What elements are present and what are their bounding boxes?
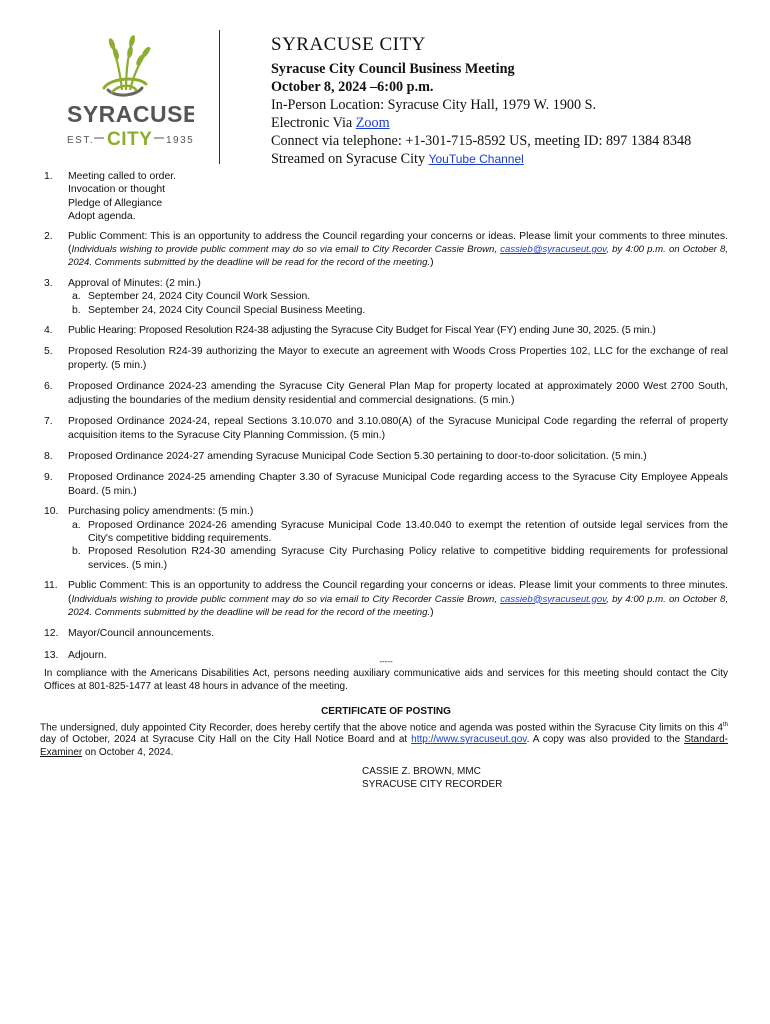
cert-text-d: on October 4, 2024.: [82, 746, 174, 758]
item-italic-note-end: , by 4:00 p.m. on October 8, 2024. Comments submitted by the deadline will be read for the record of the meeting.: [68, 244, 729, 269]
city-title: SYRACUSE CITY: [271, 34, 426, 55]
sub-item: [68, 545, 728, 572]
item-text: Proposed Ordinance 2024-24, repeal Sections 3.10.070 and 3.10.080(A) of the Syracuse Municipal Code regarding the referral of property acquisition items to the Syracuse City Planning Commission. (5 min.): [68, 416, 728, 441]
cert-ordinal-suffix: th: [722, 721, 728, 728]
standard-examiner: Standard-Examiner: [40, 734, 728, 758]
item-text: Public Comment: This is an opportunity to address the Council regarding your concerns or ideas. Please limit your comments to three minutes. (: [68, 230, 728, 256]
sub-item-letter: b.: [72, 546, 81, 558]
recorder-email-link[interactable]: cassieb@syracuseut.gov: [500, 244, 607, 256]
sub-item: [68, 290, 728, 303]
recorder-email-link[interactable]: cassieb@syracuseut.gov: [500, 593, 607, 605]
item-text: Approval of Minutes: (2 min.): [68, 277, 201, 289]
sub-item-letter: b.: [72, 304, 81, 316]
item-number: 1.: [44, 171, 53, 182]
agenda-item-13: [44, 649, 728, 662]
cert-text-a: The undersigned, duly appointed City Recorder, does hereby certify that the above notice and agenda was posted within the Syracuse City limits on this 4: [40, 721, 723, 733]
agenda-item-6: [44, 380, 728, 407]
item-italic-note-end: , by 4:00 p.m. on October 8, 2024. Comments submitted by the deadline will be read for the record of the meeting.: [68, 593, 729, 618]
sub-item-letter: a.: [72, 291, 81, 303]
item-italic-note: Individuals wishing to provide public comment may do so via email to City Recorder Cassie Brown,: [71, 593, 501, 605]
item-italic-note: Individuals wishing to provide public comment may do so via email to City Recorder Cassie Brown,: [71, 244, 501, 256]
item-text: Proposed Ordinance 2024-23 amending the Syracuse City General Plan Map for property located at approximately 2000 West 2700 South, adjusting the boundaries of the medium density residential and commercial designations. (5 min.): [68, 381, 728, 406]
wheat-logo-icon: [64, 32, 194, 150]
syracuse-city-logo: [64, 32, 194, 150]
certificate-title: CERTIFICATE OF POSTING: [321, 706, 451, 718]
item-close: ): [430, 257, 434, 269]
item-text: Proposed Ordinance 2024-25 amending Chapter 3.30 of Syracuse Municipal Code regarding access to the Syracuse City Employee Appeals Board. (5 min.): [68, 472, 728, 497]
youtube-channel-link[interactable]: YouTube Channel: [428, 152, 524, 166]
item-line: Invocation or thought: [68, 184, 166, 196]
item-number: 13.: [44, 649, 59, 661]
agenda-item-3: [44, 277, 728, 317]
sub-item-text: Proposed Resolution R24-30 amending Syracuse City Purchasing Policy relative to competitive bidding requirements for professional services. (5 min.): [88, 546, 728, 571]
item-text: Mayor/Council announcements.: [68, 628, 215, 640]
stream-prefix: Streamed on Syracuse City: [271, 151, 429, 167]
sub-item-text: Proposed Ordinance 2024-26 amending Syracuse Municipal Code 13.40.040 to exempt the retention of outside legal services from the City's competitive bidding requirements.: [88, 519, 728, 544]
cert-text-b: day of October, 2024 at Syracuse City Hall on the City Hall Notice Board and at: [40, 734, 412, 746]
header-divider: [219, 30, 220, 164]
item-number: 3.: [44, 277, 53, 289]
sub-item: [68, 519, 728, 546]
meeting-title: Syracuse City Council Business Meeting: [271, 61, 515, 77]
certificate-text: [40, 719, 728, 760]
item-number: 12.: [44, 628, 59, 640]
logo-city: CITY: [107, 129, 153, 150]
electronic-prefix: Electronic Via: [271, 115, 356, 131]
cert-text-c: . A copy was also provided to the: [526, 734, 685, 746]
agenda-body: [40, 170, 729, 791]
item-number: 10.: [44, 506, 59, 518]
item-text: Adjourn.: [68, 649, 107, 661]
agenda-item-12: [44, 627, 728, 640]
item-number: 7.: [44, 416, 53, 428]
agenda-item-1: [44, 170, 728, 224]
agenda-item-2: [44, 230, 728, 270]
logo-est: EST.: [67, 135, 95, 146]
agenda-item-9: [44, 471, 728, 498]
item-line: Meeting called to order.: [68, 171, 177, 182]
ada-notice: In compliance with the Americans Disabilities Act, persons needing auxiliary communicative aids and services for this meeting should contact the City Offices at 801-825-1477 at least 48 hours in advance of the meeting.: [44, 668, 728, 692]
item-text: Proposed Resolution R24-39 authorizing the Mayor to execute an agreement with Woods Cross Properties 102, LLC for the exchange of real property. (5 min.): [68, 346, 728, 371]
signer-title: SYRACUSE CITY RECORDER: [362, 779, 503, 791]
agenda-item-7: [44, 415, 728, 442]
item-text: Purchasing policy amendments: (5 min.): [68, 506, 254, 518]
electronic-line: [271, 114, 741, 132]
signature-block: [362, 765, 728, 791]
agenda-item-4: [44, 324, 728, 337]
meeting-header: [271, 34, 741, 168]
item-number: 4.: [44, 325, 53, 337]
telephone-line: Connect via telephone: +1-301-715-8592 US, meeting ID: 897 1384 8348: [271, 133, 692, 149]
item-text: Public Comment: This is an opportunity to address the Council regarding your concerns or ideas. Please limit your comments to three minutes. (: [68, 580, 728, 605]
item-line: Adopt agenda.: [68, 211, 136, 223]
item-number: 9.: [44, 472, 53, 484]
logo-year: 1935: [166, 135, 194, 146]
sub-item-text: September 24, 2024 City Council Special Business Meeting.: [88, 304, 366, 316]
item-text: Public Hearing: Proposed Resolution R24-38 adjusting the Syracuse City Budget for Fiscal Year (FY) ending June 30, 2025. (5 min.): [68, 325, 656, 337]
item-number: 11.: [44, 580, 58, 592]
agenda-item-11: [44, 579, 728, 619]
stream-line: [271, 150, 741, 168]
item-line: Pledge of Allegiance: [68, 197, 163, 209]
meeting-location: In-Person Location: Syracuse City Hall, 1979 W. 1900 S.: [271, 97, 597, 113]
item-number: 6.: [44, 381, 53, 393]
item-close: ): [430, 606, 434, 618]
sub-item-text: September 24, 2024 City Council Work Session.: [88, 291, 311, 303]
zoom-link[interactable]: Zoom: [355, 115, 390, 131]
meeting-date-time: October 8, 2024 –6:00 p.m.: [271, 79, 434, 95]
agenda-item-8: [44, 450, 728, 463]
agenda-item-10: [44, 505, 728, 572]
item-text: Proposed Ordinance 2024-27 amending Syracuse Municipal Code Section 5.30 pertaining to door-to-door solicitation. (5 min.): [68, 450, 647, 462]
item-number: 8.: [44, 450, 53, 462]
item-number: 5.: [44, 346, 53, 358]
agenda-item-5: [44, 345, 728, 372]
item-number: 2.: [44, 230, 53, 242]
separator: -----: [379, 657, 393, 667]
sub-item: [68, 304, 728, 317]
city-website-link[interactable]: http://www.syracuseut.gov: [411, 734, 527, 746]
logo-wordmark: SYRACUSE: [67, 101, 194, 127]
sub-item-letter: a.: [72, 519, 81, 531]
signer-name: CASSIE Z. BROWN, MMC: [362, 766, 481, 778]
